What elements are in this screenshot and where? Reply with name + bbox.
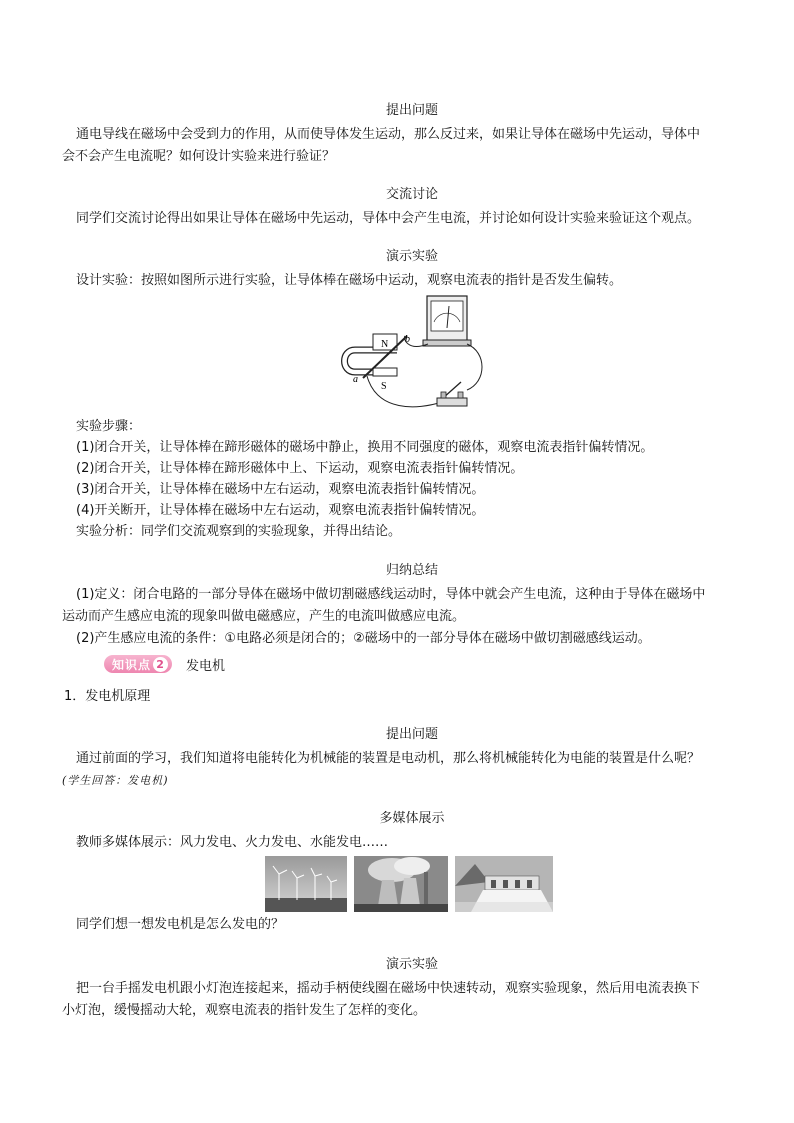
paragraph-line: (2)产生感应电流的条件：①电路必须是闭合的；②磁场中的一部分导体在磁场中做切割磁感线运动。 — [76, 631, 651, 646]
knowledge-point-label: 知识点 — [112, 657, 152, 672]
section-heading: 多媒体展示 — [379, 811, 445, 826]
paragraph-line: 通电导线在磁场中会受到力的作用，从而使导体发生运动，那么反过来，如果让导体在磁场中先运动，导体中 — [76, 127, 701, 142]
paragraph-line: 运动而产生感应电流的现象叫做电磁感应，产生的电流叫做感应电流。 — [62, 609, 466, 624]
paragraph-line: 把一台手摇发电机跟小灯泡连接起来，摇动手柄使线圈在磁场中快速转动，观察实验现象，然后用电流表换下 — [76, 981, 701, 996]
section-heading: 交流讨论 — [385, 187, 438, 202]
step-item: (3)闭合开关，让导体棒在磁场中左右运动，观察电流表指针偏转情况。 — [76, 482, 485, 497]
student-answer-note: (学生回答：发电机) — [62, 774, 169, 787]
paragraph-line: 小灯泡，缓慢摇动大轮，观察电流表的指针发生了怎样的变化。 — [62, 1003, 427, 1018]
subsection-title: 1．发电机原理 — [64, 689, 151, 704]
section-heading: 演示实验 — [385, 249, 438, 264]
paragraph-line: (1)定义：闭合电路的一部分导体在磁场中做切割磁感线运动时，导体中就会产生电流，这种由于导体在磁场中 — [76, 587, 706, 602]
magnet-n-label: N — [381, 339, 389, 350]
step-item: (4)开关断开，让导体棒在磁场中左右运动，观察电流表指针偏转情况。 — [76, 503, 485, 518]
knowledge-point-badge — [104, 655, 172, 673]
section-heading: 归纳总结 — [385, 563, 438, 578]
switch-icon — [437, 382, 467, 406]
knowledge-point-header — [104, 654, 225, 674]
paragraph-line: 同学们想一想发电机是怎么发电的？ — [76, 917, 285, 932]
analysis-line: 实验分析：同学们交流观察到的实验现象，并得出结论。 — [76, 524, 402, 539]
point-b-label: b — [405, 334, 410, 345]
paragraph-line: 设计实验：按照如图所示进行实验，让导体棒在磁场中运动，观察电流表的指针是否发生偏转。 — [76, 273, 623, 288]
paragraph-line: 通过前面的学习，我们知道将电能转化为机械能的装置是电动机，那么将机械能转化为电能的装置是什么呢？ — [76, 751, 701, 766]
electromagnetic-induction-apparatus-figure — [337, 292, 491, 414]
knowledge-point-title: 发电机 — [186, 658, 226, 674]
steps-title: 实验步骤： — [76, 419, 142, 434]
section-heading: 提出问题 — [385, 727, 438, 742]
hydro-dam-photo — [455, 856, 553, 912]
galvanometer-icon — [423, 296, 471, 346]
magnet-s-label: S — [381, 381, 387, 392]
paragraph-line: 教师多媒体展示：风力发电、火力发电、水能发电…… — [76, 835, 389, 850]
point-a-label: a — [353, 374, 358, 385]
knowledge-point-number: 2 — [153, 657, 168, 672]
thermal-plant-photo — [354, 856, 448, 912]
paragraph-line: 同学们交流讨论得出如果让导体在磁场中先运动，导体中会产生电流，并讨论如何设计实验来验证这个观点。 — [76, 211, 701, 226]
section-heading: 演示实验 — [385, 957, 438, 972]
paragraph-line: 会不会产生电流呢？如何设计实验来进行验证？ — [62, 149, 336, 164]
step-item: (1)闭合开关，让导体棒在蹄形磁体的磁场中静止，换用不同强度的磁体，观察电流表指针偏转情况。 — [76, 440, 654, 455]
step-item: (2)闭合开关，让导体棒在蹄形磁体中上、下运动，观察电流表指针偏转情况。 — [76, 461, 524, 476]
section-heading: 提出问题 — [385, 103, 438, 118]
wind-farm-photo — [265, 856, 347, 912]
